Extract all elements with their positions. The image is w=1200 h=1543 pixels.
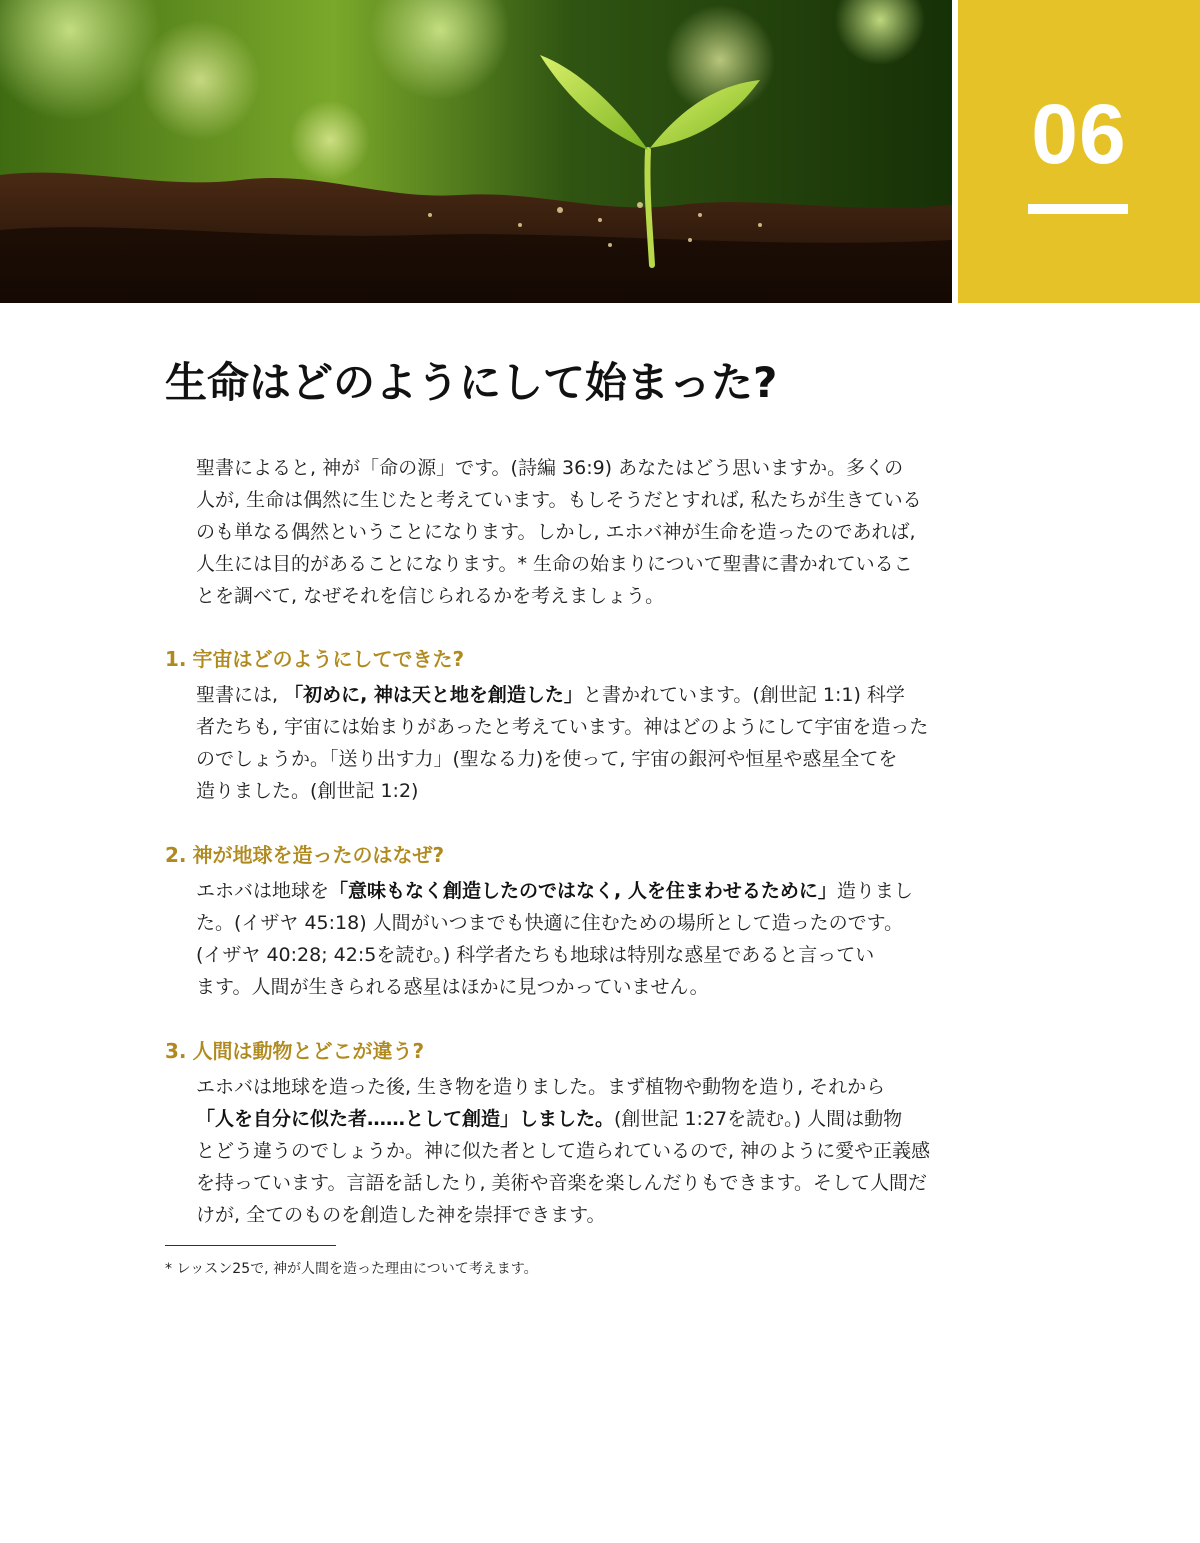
- scripture-quote: 「人を自分に似た者……として創造」しました。: [196, 1108, 615, 1130]
- body-text: (イザヤ 40:28; 42:5を読む。) 科学者たちも地球は特別な惑星であると言ってい: [196, 944, 875, 966]
- intro-line: のも単なる偶然ということになります。しかし, エホバ神が生命を造ったのであれば,: [196, 521, 916, 543]
- intro-line: 人が, 生命は偶然に生じたと考えています。もしそうだとすれば, 私たちが生きている: [196, 489, 922, 511]
- section-heading-2: [165, 839, 444, 871]
- section-heading-1: [165, 643, 464, 675]
- section-body-1: [196, 679, 966, 807]
- body-text: 造りました。(創世記 1:2): [196, 780, 419, 802]
- badge-underline: [1028, 204, 1128, 214]
- intro-line: 聖書によると, 神が「命の源」です。(詩編 36:9) あなたはどう思いますか。多くの: [196, 457, 904, 479]
- body-text: エホバは地球を: [196, 880, 330, 902]
- body-text: とどう違うのでしょうか。神に似た者として造られているので, 神のように愛や正義感: [196, 1140, 931, 1162]
- body-text: ます。人間が生きられる惑星はほかに見つかっていません。: [196, 976, 709, 998]
- body-text: 聖書には,: [196, 684, 285, 706]
- intro-line: とを調べて, なぜそれを信じられるかを考えましょう。: [196, 585, 665, 607]
- body-text: (創世記 1:27を読む。) 人間は動物: [614, 1108, 903, 1130]
- section-heading-text: 神が地球を造ったのはなぜ?: [192, 843, 445, 867]
- section-number: 3.: [165, 1039, 187, 1063]
- section-heading-text: 宇宙はどのようにしてできた?: [192, 647, 465, 671]
- scripture-quote: 「初めに, 神は天と地を創造した」: [284, 684, 583, 706]
- section-number: 1.: [165, 647, 187, 671]
- hero-image: [0, 0, 952, 303]
- lesson-number: 06: [1031, 87, 1127, 181]
- intro-line: 人生には目的があることになります。* 生命の始まりについて聖書に書かれているこ: [196, 553, 913, 575]
- scripture-quote: 「意味もなく創造したのではなく, 人を住まわせるために」: [329, 880, 837, 902]
- body-text: のでしょうか。「送り出す力」(聖なる力)を使って, 宇宙の銀河や恒星や惑星全てを: [196, 748, 898, 770]
- lesson-number-badge: [958, 0, 1200, 303]
- section-body-3: [196, 1071, 966, 1231]
- body-text: エホバは地球を造った後, 生き物を造りました。まず植物や動物を造り, それから: [196, 1076, 886, 1098]
- body-text: 造りまし: [836, 880, 913, 902]
- section-number: 2.: [165, 843, 187, 867]
- section-heading-3: [165, 1035, 424, 1067]
- body-text: た。(イザヤ 45:18) 人間がいつまでも快適に住むための場所として造ったのです。: [196, 912, 904, 934]
- section-body-2: [196, 875, 966, 1003]
- body-text: 者たちも, 宇宙には始まりがあったと考えています。神はどのようにして宇宙を造った: [196, 716, 929, 738]
- body-text: けが, 全てのものを創造した神を崇拝できます。: [196, 1204, 606, 1226]
- footnote-divider: [165, 1245, 336, 1246]
- body-text: と書かれています。(創世記 1:1) 科学: [582, 684, 905, 706]
- section-heading-text: 人間は動物とどこが違う?: [192, 1039, 425, 1063]
- page-title: 生命はどのようにして始まった?: [165, 358, 778, 407]
- intro-paragraph: [196, 452, 966, 612]
- footnote: * レッスン25で, 神が人間を造った理由について考えます。: [165, 1261, 538, 1277]
- body-text: を持っています。言語を話したり, 美術や音楽を楽しんだりもできます。そして人間だ: [196, 1172, 928, 1194]
